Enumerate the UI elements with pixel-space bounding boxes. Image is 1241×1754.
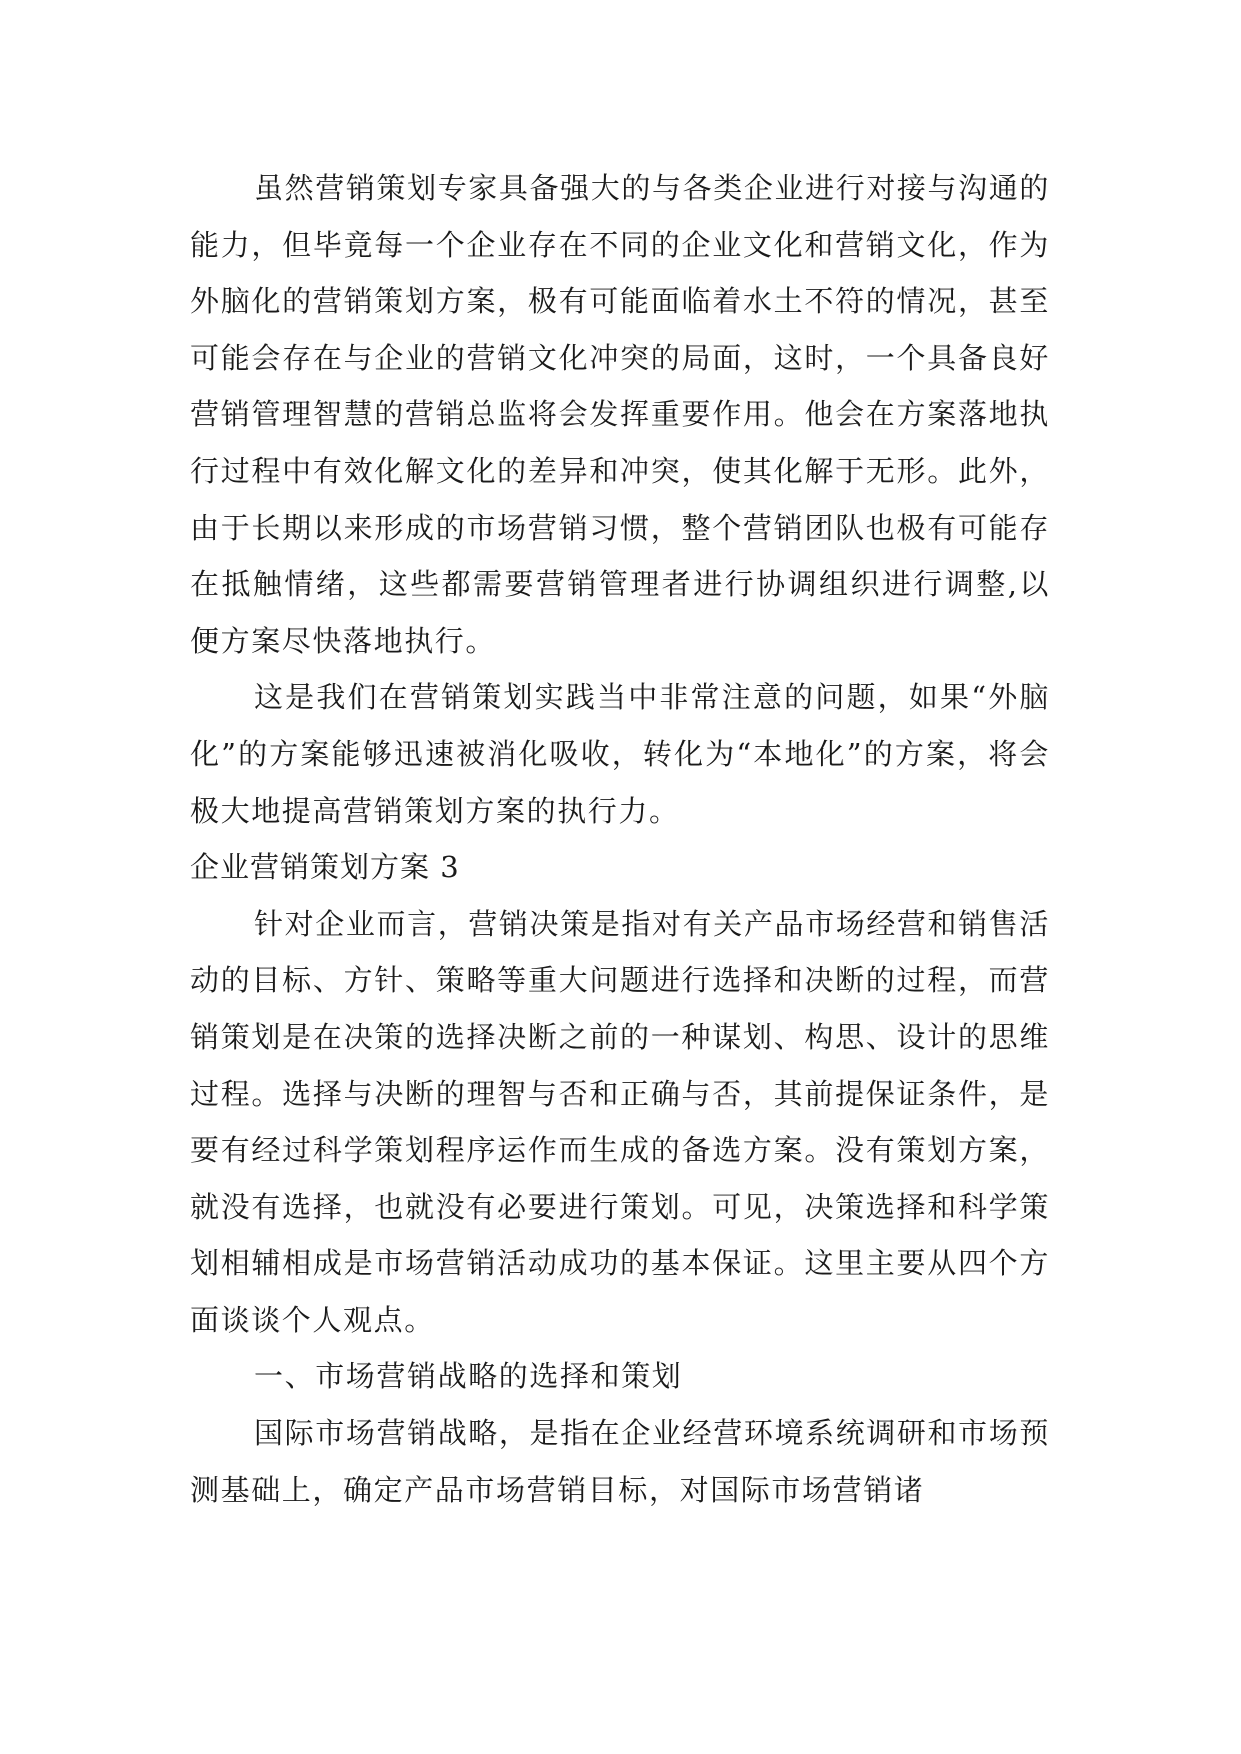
body-paragraph: 针对企业而言，营销决策是指对有关产品市场经营和销售活动的目标、方针、策略等重大问题进行选择和决断的过程，而营销策划是在决策的选择决断之前的一种谋划、构思、设计的思维过程。选择与决断的理智与否和正确与否，其前提保证条件，是要有经过科学策划程序运作而生成的备选方案。没有策划方案，就没有选择，也就没有必要进行策划。可见，决策选择和科学策划相辅相成是市场营销活动成功的基本保证。这里主要从四个方面谈谈个人观点。 <box>190 906 1050 1337</box>
body-paragraph: 国际市场营销战略，是指在企业经营环境系统调研和市场预测基础上，确定产品市场营销目标，对国际市场营销诸 <box>190 1416 1050 1507</box>
section-title: 企业营销策划方案 3 <box>190 850 460 885</box>
subsection-title: 一、市场营销战略的选择和策划 <box>254 1359 683 1394</box>
body-paragraph: 虽然营销策划专家具备强大的与各类企业进行对接与沟通的能力，但毕竟每一个企业存在不同的企业文化和营销文化，作为外脑化的营销策划方案，极有可能面临着水土不符的情况，甚至可能会存在与企业的营销文化冲突的局面，这时，一个具备良好营销管理智慧的营销总监将会发挥重要作用。他会在方案落地执行过程中有效化解文化的差异和冲突，使其化解于无形。此外，由于长期以来形成的市场营销习惯，整个营销团队也极有可能存在抵触情绪，这些都需要营销管理者进行协调组织进行调整,以便方案尽快落地执行。 <box>190 171 1050 658</box>
body-paragraph: 这是我们在营销策划实践当中非常注意的问题，如果“外脑化”的方案能够迅速被消化吸收，转化为“本地化”的方案，将会极大地提高营销策划方案的执行力。 <box>190 680 1050 828</box>
document-body <box>190 160 1050 1518</box>
